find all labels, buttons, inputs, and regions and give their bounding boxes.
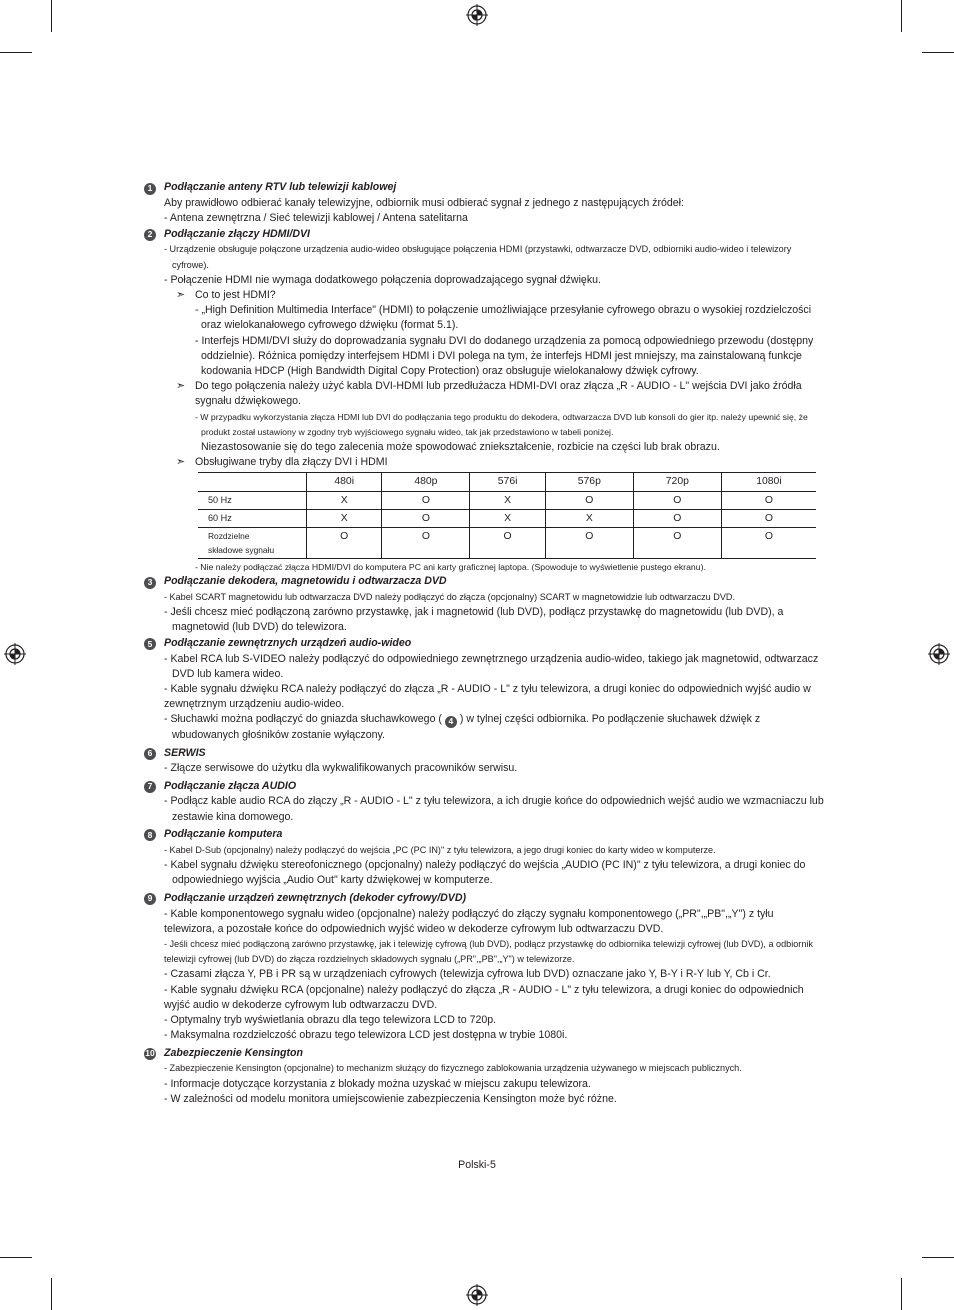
note-item [144,455,824,470]
list-item: - Informacje dotyczące korzystania z blokady można uzyskać w miejscu zakupu telewizora. [164,1077,591,1090]
table-corner [198,473,307,491]
section-title: Podłączanie zewnętrznych urządzeń audio-wideo [164,637,412,650]
connector-number-icon: 4 [445,716,457,728]
page-number: Polski-5 [458,1159,496,1171]
section-number: 2 [144,229,156,241]
table-header-row [198,473,816,491]
section-heading [144,745,824,761]
section-number: 1 [144,183,156,195]
section-antenna [144,180,824,226]
list-item: - Jeśli chcesz mieć podłączoną zarówno przystawkę, jak i telewizję cyfrową (lub DVD), podłącz przystawkę do odbiornika telewizji cyfrowej (lub DVD), a odbiornik telewizji cyfrowej (lub DVD) do złącza rozdzielnych składowych sygnału („PR",„PB",„Y") w telewizorze. [164,938,813,965]
section-av [144,636,824,744]
section-computer [144,827,824,889]
table-cell: X [307,491,382,509]
section-hdmi [144,226,824,574]
note-item [144,379,824,409]
list-item: - Kabel RCA lub S-VIDEO należy podłączyć do odpowiedniego zewnętrznego urządzenia audio-wideo, takiego jak magnetowid, odtwarzacz DVD lub kamera wideo. [164,652,819,680]
section-heading [144,891,824,907]
table-header: 1080i [721,473,816,491]
section-title: Zabezpieczenie Kensington [164,1046,303,1059]
paragraph: Aby prawidłowo odbierać kanały telewizyjne, odbiornik musi odbierać sygnał z jednego z następujących źródeł: [164,197,684,209]
section-heading [144,1045,824,1061]
table-header: 576i [470,473,545,491]
crop-mark [51,1278,52,1310]
table-cell: X [470,491,545,509]
list-item: - Kable sygnału dźwięku RCA należy podłączyć do złącza „R - AUDIO - L" z tyłu telewizora, a drugi koniec do odpowiednich wyjść audio w zewnętrznym urządzeniu audio-wideo. [164,683,811,711]
list-item: - Złącze serwisowe do użytku dla wykwalifikowanych pracowników serwisu. [164,762,518,775]
arrow-icon: ➣ [176,456,186,469]
list-item: - Podłącz kable audio RCA do złączy „R - AUDIO - L" z tyłu telewizora, a ich drugie końce do odpowiednich wejść audio we wzmacniaczu lub zestawie kina domowego. [164,795,824,823]
crop-mark [901,0,902,32]
table-header: 720p [633,473,721,491]
table-header: 480i [307,473,382,491]
section-heading [144,778,824,794]
table-cell: O [633,491,721,509]
registration-mark-icon [466,1284,488,1306]
table-cell: O [633,528,721,559]
section-heading [144,574,824,590]
table-note: - Nie należy podłączać złącza HDMI/DVI do komputera PC ani karty graficznej laptopa. (Spowoduje to wyświetlenie pustego ekranu). [195,562,706,573]
note-text: Do tego połączenia należy użyć kabla DVI-HDMI lub przedłużacza HDMI-DVI oraz złącza „R - AUDIO - L" wejścia DVI jako źródła sygnału dźwiękowego. [195,380,802,408]
list-item: - Interfejs HDMI/DVI służy do doprowadzania sygnału DVI do dodanego urządzenia za pomocą odpowiedniego przewodu (dostępny oddzielnie). Różnica pomiędzy interfejsem HDMI i DVI polega na tym, że interfejs HDMI jest mniejszy, ma zainstalowaną funkcje kodowania HDCP (High Bandwidth Digital Copy Protection) oraz obsługuje wielokanałowy dźwięk cyfrowy. [195,334,814,378]
crop-mark [0,1257,32,1258]
table-row [198,491,816,509]
list-item: - Zabezpieczenie Kensington (opcjonalne) to mechanizm służący do fizycznego zablokowania urządzenia używanego w miejscach publicznych. [164,1063,742,1074]
section-number: 3 [144,577,156,589]
table-cell: O [721,528,816,559]
section-kensington [144,1045,824,1107]
list-item: - Kabel sygnału dźwięku stereofonicznego (opcjonalny) należy podłączyć do wejścia „AUDIO (PC IN)" z tyłu telewizora, a drugi koniec do odpowiedniego wyjścia „Audio Out" karty dźwiękowej w komputerze. [164,859,806,887]
list-item: - „High Definition Multimedia Interface" (HDMI) to połączenie umożliwiające przesyłanie cyfrowego obrazu o wysokiej rozdzielczości oraz wielokanałowego cyfrowego dźwięku (format 5.1). [195,304,812,332]
table-row [198,528,816,559]
section-number: 8 [144,829,156,841]
note-text: Obsługiwane tryby dla złączy DVI i HDMI [195,456,388,469]
section-external [144,891,824,1044]
table-cell: X [545,509,633,527]
table-cell: O [382,491,470,509]
row-label: 50 Hz [198,491,307,509]
row-label: 60 Hz [198,509,307,527]
list-item: - Urządzenie obsługuje połączone urządzenia audio-wideo obsługujące połączenia HDMI (przystawki, odtwarzacze DVD, odbiorniki audio-wideo i telewizory cyfrowe). [164,244,792,270]
registration-mark-icon [928,643,950,665]
table-cell: X [470,509,545,527]
section-audio [144,778,824,824]
list-item: - Kable sygnału dźwięku RCA (opcjonalne) należy podłączyć do złącza „R - AUDIO - L" z tyłu telewizora, a drugi koniec do odpowiednich wyjść audio w dekoderze cyfrowym lub odtwarzaczu DVD. [164,983,804,1011]
table-cell: O [545,528,633,559]
row-label: Rozdzielne składowe sygnału [198,528,307,559]
section-number: 9 [144,893,156,905]
registration-mark-icon [4,643,26,665]
list-item-text: ) w tylnej części odbiornika. Po podłączenie słuchawek dźwięk z wbudowanych głośników zostanie wyłączony. [172,713,761,742]
crop-mark [922,52,954,53]
sub-list [144,303,824,379]
section-title: SERWIS [164,746,206,759]
crop-mark [0,52,32,53]
paragraph: Niezastosowanie się do tego zalecenia może spowodować zniekształcenie, rozbicie na części lub brak obrazu. [201,441,720,454]
list-item: - Połączenie HDMI nie wymaga dodatkowego połączenia doprowadzającego sygnał dźwięku. [164,273,601,286]
table-header: 576p [545,473,633,491]
section-heading [144,827,824,843]
sub-list [144,410,824,456]
section-title: Podłączanie anteny RTV lub telewizji kablowej [164,181,397,194]
section-title: Podłączanie komputera [164,828,283,841]
list-item: - Jeśli chcesz mieć podłączoną zarówno przystawkę, jak i magnetowid (lub DVD), podłącz przystawkę do magnetowidu (lub DVD), a magnetowid (lub DVD) do telewizora. [164,606,784,634]
list-item: - W przypadku wykorzystania złącza HDMI lub DVI do podłączania tego produktu do dekodera, odtwarzacza DVD lub konsoli do gier itp. należy upewnić się, że produkt został ustawiony w zgodny tryb wyjściowego sygnału wideo, tak jak przedstawiono w tabeli poniżej. [195,411,808,437]
modes-table [198,472,816,559]
table-cell: X [307,509,382,527]
crop-mark [922,1257,954,1258]
table-cell: O [382,509,470,527]
list-item: - Kable komponentowego sygnału wideo (opcjonalne) należy podłączyć do złączy sygnału komponentowego („PR",„PB",„Y") z tyłu telewizora, a pozostałe końce do odpowiednich wyjść wideo w dekoderze cyfrowym lub odtwarzaczu DVD. [164,907,774,935]
table-cell: O [633,509,721,527]
table-cell: O [470,528,545,559]
list-item [144,712,824,743]
list-item: - Czasami złącza Y, PB i PR są w urządzeniach cyfrowych (telewizja cyfrowa lub DVD) oznaczane jako Y, B-Y i R-Y lub Y, Cb i Cr. [164,968,771,981]
section-heading [144,636,824,652]
section-title: Podłączanie złącza AUDIO [164,779,297,792]
section-service [144,745,824,776]
table-cell: O [382,528,470,559]
arrow-icon: ➣ [176,380,186,393]
section-title: Podłączanie złączy HDMI/DVI [164,227,311,240]
list-item: - W zależności od modelu monitora umiejscowienie zabezpieczenia Kensington może być różne. [164,1092,617,1105]
section-number: 6 [144,748,156,760]
section-heading [144,226,824,242]
table-header: 480p [382,473,470,491]
section-title: Podłączanie urządzeń zewnętrznych (dekoder cyfrowy/DVD) [164,891,466,904]
section-number: 7 [144,781,156,793]
section-number: 5 [144,638,156,650]
crop-mark [901,1278,902,1310]
arrow-icon: ➣ [176,289,186,302]
note-text: Co to jest HDMI? [195,289,276,302]
table-cell: O [721,491,816,509]
section-title: Podłączanie dekodera, magnetowidu i odtwarzacza DVD [164,575,447,588]
list-item: - Maksymalna rozdzielczość obrazu tego telewizora LCD jest dostępna w trybie 1080i. [164,1029,568,1042]
table-row [198,509,816,527]
registration-mark-icon [466,4,488,26]
table-cell: O [307,528,382,559]
section-heading [144,180,824,196]
list-item-text: - Słuchawki można podłączyć do gniazda słuchawkowego ( [164,713,442,726]
table-cell: O [721,509,816,527]
list-item: - Antena zewnętrzna / Sieć telewizji kablowej / Antena satelitarna [164,212,468,225]
section-decoder [144,574,824,636]
note-item [144,288,824,303]
table-cell: O [545,491,633,509]
list-item: - Optymalny tryb wyświetlania obrazu dla tego telewizora LCD to 720p. [164,1013,497,1026]
section-number: 10 [145,1048,155,1059]
manual-content [144,180,824,1107]
list-item: - Kabel SCART magnetowidu lub odtwarzacza DVD należy podłączyć do złącza (opcjonalny) SCART w magnetowidzie lub odtwarzaczu DVD. [164,592,735,603]
list-item: - Kabel D-Sub (opcjonalny) należy podłączyć do wejścia „PC (PC IN)" z tyłu telewizora, a jego drugi koniec do karty wideo w komputerze. [164,844,716,855]
crop-mark [51,0,52,32]
